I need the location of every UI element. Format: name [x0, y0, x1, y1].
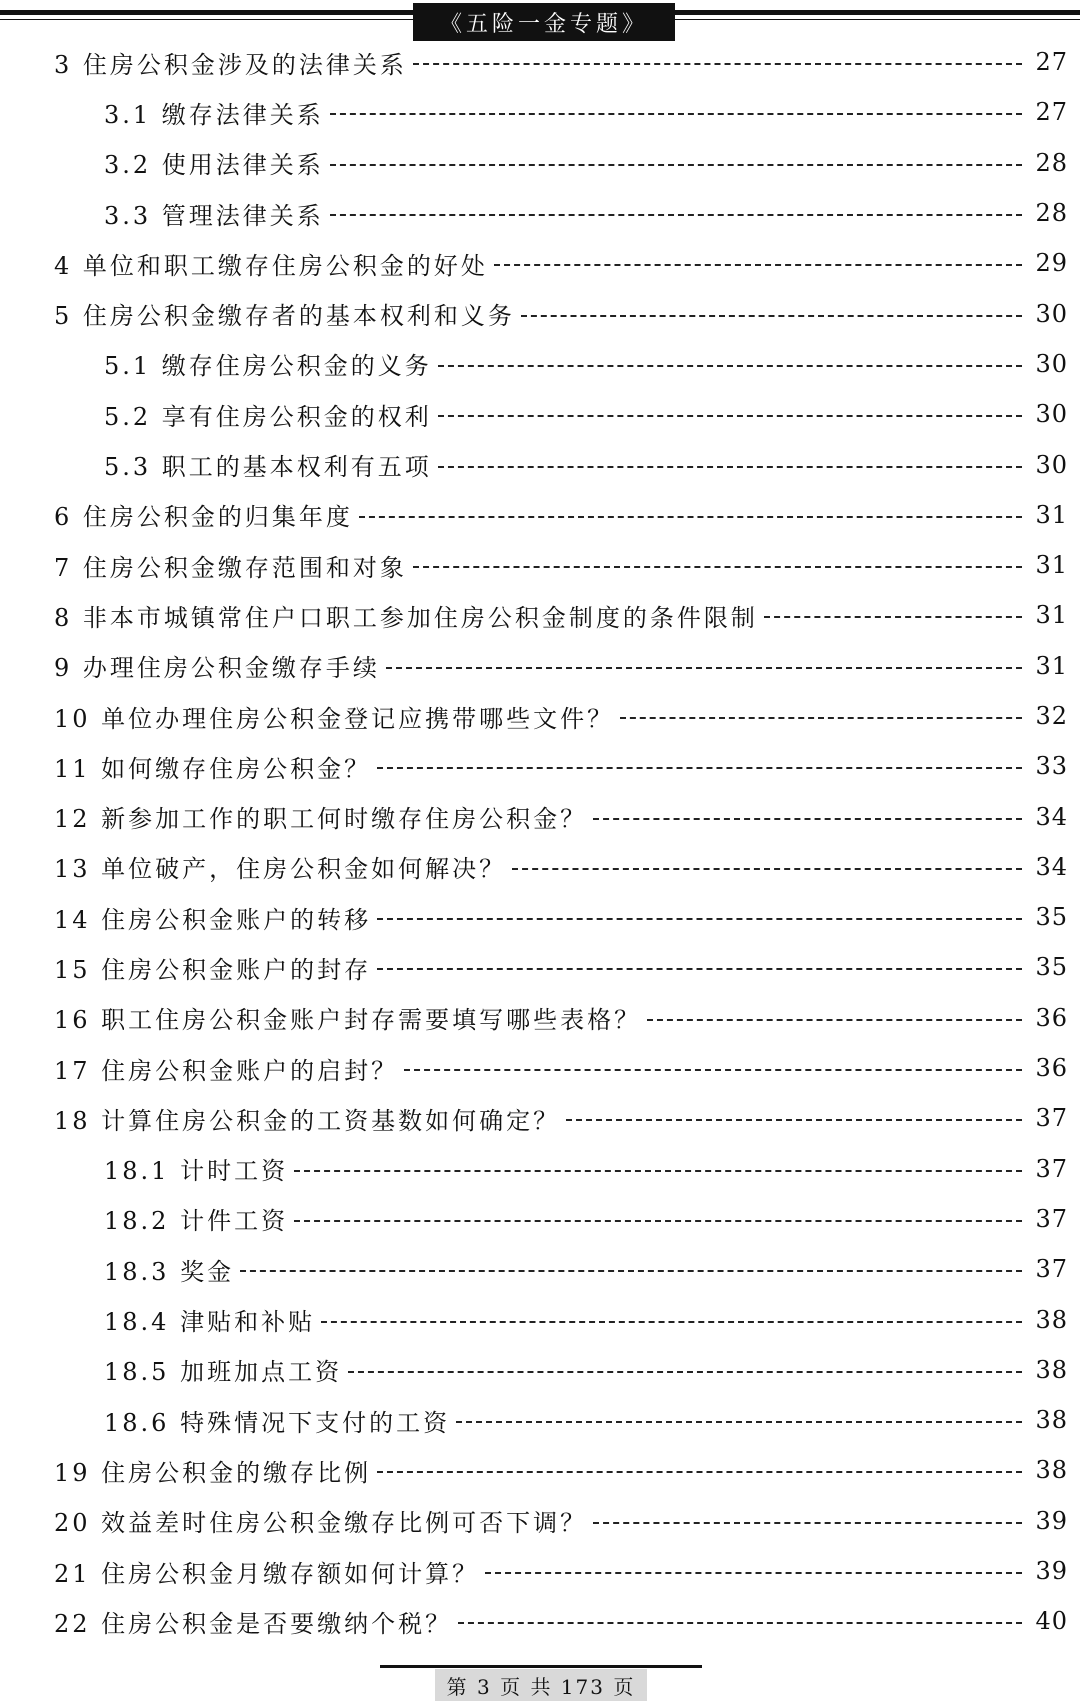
toc-entry-page: 27	[1035, 98, 1068, 127]
toc-entry-label: 5.2 享有住房公积金的权利	[104, 402, 432, 431]
toc-entry-page: 38	[1035, 1406, 1068, 1435]
toc-entry-label: 22 住房公积金是否要缴纳个税？	[54, 1609, 453, 1638]
header-title: 《五险一金专题》	[413, 3, 675, 41]
toc-entry[interactable]	[54, 188, 1068, 238]
toc-entry-page: 31	[1035, 500, 1068, 529]
toc-leader	[521, 315, 1022, 317]
toc-entry-page: 31	[1035, 551, 1068, 580]
toc-entry-page: 30	[1035, 450, 1068, 479]
toc-entry[interactable]	[54, 1294, 1068, 1344]
toc-entry-page: 37	[1035, 1204, 1068, 1233]
toc-entry-page: 28	[1035, 148, 1068, 177]
toc-entry[interactable]	[54, 892, 1068, 942]
toc-entry[interactable]	[54, 1546, 1068, 1596]
toc-entry-page: 34	[1035, 852, 1068, 881]
toc-entry-label: 18.3 奖金	[104, 1257, 235, 1286]
toc-entry-label: 17 住房公积金账户的启封？	[54, 1056, 399, 1085]
toc-entry-page: 31	[1035, 601, 1068, 630]
toc-leader	[377, 1471, 1022, 1473]
toc-leader	[456, 1421, 1022, 1423]
toc-entry-label: 18.6 特殊情况下支付的工资	[104, 1408, 451, 1437]
toc-leader	[240, 1270, 1022, 1272]
toc-leader	[438, 466, 1022, 468]
toc-entry-page: 35	[1035, 953, 1068, 982]
toc-entry-page: 36	[1035, 1003, 1068, 1032]
toc-entry[interactable]	[54, 238, 1068, 288]
toc-entry-page: 40	[1035, 1607, 1068, 1636]
toc-entry[interactable]	[54, 1395, 1068, 1445]
toc-leader	[438, 365, 1022, 367]
toc-entry-label: 3.2 使用法律关系	[104, 151, 324, 180]
toc-entry[interactable]	[54, 1093, 1068, 1143]
toc-entry-label: 18.2 计件工资	[104, 1207, 289, 1236]
toc-leader	[566, 1119, 1022, 1121]
toc-entry-page: 31	[1035, 651, 1068, 680]
table-of-contents	[54, 37, 1068, 1647]
toc-entry-label: 5 住房公积金缴存者的基本权利和义务	[54, 302, 515, 331]
toc-entry[interactable]	[54, 842, 1068, 892]
toc-entry-page: 39	[1035, 1506, 1068, 1535]
toc-entry[interactable]	[54, 490, 1068, 540]
toc-entry-page: 36	[1035, 1054, 1068, 1083]
toc-entry-label: 3 住房公积金涉及的法律关系	[54, 50, 407, 79]
toc-entry-page: 30	[1035, 349, 1068, 378]
toc-entry[interactable]	[54, 87, 1068, 137]
toc-entry-label: 7 住房公积金缴存范围和对象	[54, 553, 407, 582]
toc-entry[interactable]	[54, 1144, 1068, 1194]
toc-entry-page: 39	[1035, 1557, 1068, 1586]
toc-entry[interactable]	[54, 1445, 1068, 1495]
toc-leader	[512, 868, 1022, 870]
toc-entry-label: 14 住房公积金账户的转移	[54, 905, 372, 934]
toc-leader	[593, 1522, 1022, 1524]
toc-entry-page: 32	[1035, 702, 1068, 730]
toc-entry[interactable]	[54, 691, 1068, 741]
toc-leader	[330, 164, 1022, 166]
toc-entry-label: 9 办理住房公积金缴存手续	[54, 654, 380, 683]
toc-entry-page: 27	[1035, 48, 1068, 77]
toc-entry-label: 11 如何缴存住房公积金？	[54, 754, 372, 783]
toc-entry[interactable]	[54, 1244, 1068, 1294]
toc-entry[interactable]	[54, 741, 1068, 791]
toc-entry-label: 8 非本市城镇常住户口职工参加住房公积金制度的条件限制	[54, 603, 758, 632]
toc-entry-label: 21 住房公积金月缴存额如何计算？	[54, 1559, 480, 1588]
toc-entry-label: 18.5 加班加点工资	[104, 1358, 343, 1387]
toc-entry-page: 28	[1035, 199, 1068, 228]
toc-leader	[764, 616, 1022, 618]
toc-entry[interactable]	[54, 590, 1068, 640]
toc-entry-label: 19 住房公积金的缴存比例	[54, 1458, 372, 1487]
toc-entry-page: 30	[1035, 400, 1068, 429]
toc-leader	[647, 1019, 1022, 1021]
toc-leader	[485, 1572, 1022, 1574]
toc-entry[interactable]	[54, 1596, 1068, 1646]
toc-entry-label: 3.1 缴存法律关系	[104, 100, 324, 129]
toc-leader	[330, 113, 1022, 115]
toc-entry[interactable]	[54, 993, 1068, 1043]
toc-leader	[413, 63, 1022, 65]
toc-entry-page: 38	[1035, 1456, 1068, 1485]
footer-rule	[380, 1665, 702, 1668]
toc-leader	[330, 214, 1022, 216]
toc-leader	[294, 1170, 1022, 1172]
toc-entry-label: 12 新参加工作的职工何时缴存住房公积金？	[54, 805, 588, 834]
toc-entry-page: 29	[1035, 249, 1068, 278]
toc-entry[interactable]	[54, 1345, 1068, 1395]
toc-entry-label: 5.1 缴存住房公积金的义务	[104, 352, 432, 381]
toc-entry[interactable]	[54, 389, 1068, 439]
toc-leader	[321, 1321, 1022, 1323]
toc-entry-label: 16 职工住房公积金账户封存需要填写哪些表格？	[54, 1006, 642, 1035]
toc-entry-page: 34	[1035, 802, 1068, 831]
toc-entry-page: 38	[1035, 1305, 1068, 1334]
toc-entry[interactable]	[54, 791, 1068, 841]
toc-entry[interactable]	[54, 37, 1068, 87]
toc-leader	[458, 1622, 1022, 1624]
toc-entry[interactable]	[54, 540, 1068, 590]
toc-leader	[386, 667, 1022, 669]
toc-entry[interactable]	[54, 339, 1068, 389]
toc-entry[interactable]	[54, 439, 1068, 489]
toc-entry-page: 35	[1035, 903, 1068, 932]
toc-leader	[413, 566, 1022, 568]
toc-entry[interactable]	[54, 138, 1068, 188]
toc-entry-label: 18.1 计时工资	[104, 1157, 289, 1186]
toc-leader	[494, 264, 1022, 266]
toc-entry-label: 10 单位办理住房公积金登记应携带哪些文件？	[54, 704, 615, 733]
toc-leader	[593, 818, 1022, 820]
toc-entry-label: 3.3 管理法律关系	[104, 201, 324, 230]
toc-entry-page: 37	[1035, 1104, 1068, 1133]
toc-entry[interactable]	[54, 1043, 1068, 1093]
toc-entry-page: 37	[1035, 1154, 1068, 1183]
toc-entry-label: 15 住房公积金账户的封存	[54, 955, 372, 984]
toc-entry-label: 20 效益差时住房公积金缴存比例可否下调？	[54, 1509, 588, 1538]
toc-leader	[294, 1220, 1022, 1222]
toc-entry-label: 6 住房公积金的归集年度	[54, 503, 353, 532]
toc-entry-label: 13 单位破产，住房公积金如何解决？	[54, 855, 507, 884]
toc-entry-page: 30	[1035, 299, 1068, 328]
toc-entry-label: 18.4 津贴和补贴	[104, 1308, 316, 1337]
toc-leader	[377, 918, 1022, 920]
toc-leader	[359, 516, 1022, 518]
toc-leader	[377, 767, 1022, 769]
toc-entry-page: 38	[1035, 1355, 1068, 1384]
toc-entry[interactable]	[54, 942, 1068, 992]
toc-entry-page: 37	[1035, 1255, 1068, 1284]
toc-entry[interactable]	[54, 1496, 1068, 1546]
toc-entry-page: 33	[1035, 752, 1068, 781]
toc-leader	[348, 1371, 1022, 1373]
toc-leader	[404, 1069, 1022, 1071]
toc-entry-label: 18 计算住房公积金的工资基数如何确定？	[54, 1106, 561, 1135]
toc-entry-label: 4 单位和职工缴存住房公积金的好处	[54, 251, 488, 280]
toc-entry[interactable]	[54, 641, 1068, 691]
toc-leader	[620, 717, 1022, 719]
toc-leader	[438, 415, 1022, 417]
toc-entry-label: 5.3 职工的基本权利有五项	[104, 453, 432, 482]
toc-entry[interactable]	[54, 1194, 1068, 1244]
toc-entry[interactable]	[54, 288, 1068, 338]
toc-leader	[377, 968, 1022, 970]
page-number: 第 3 页 共 173 页	[435, 1669, 647, 1701]
